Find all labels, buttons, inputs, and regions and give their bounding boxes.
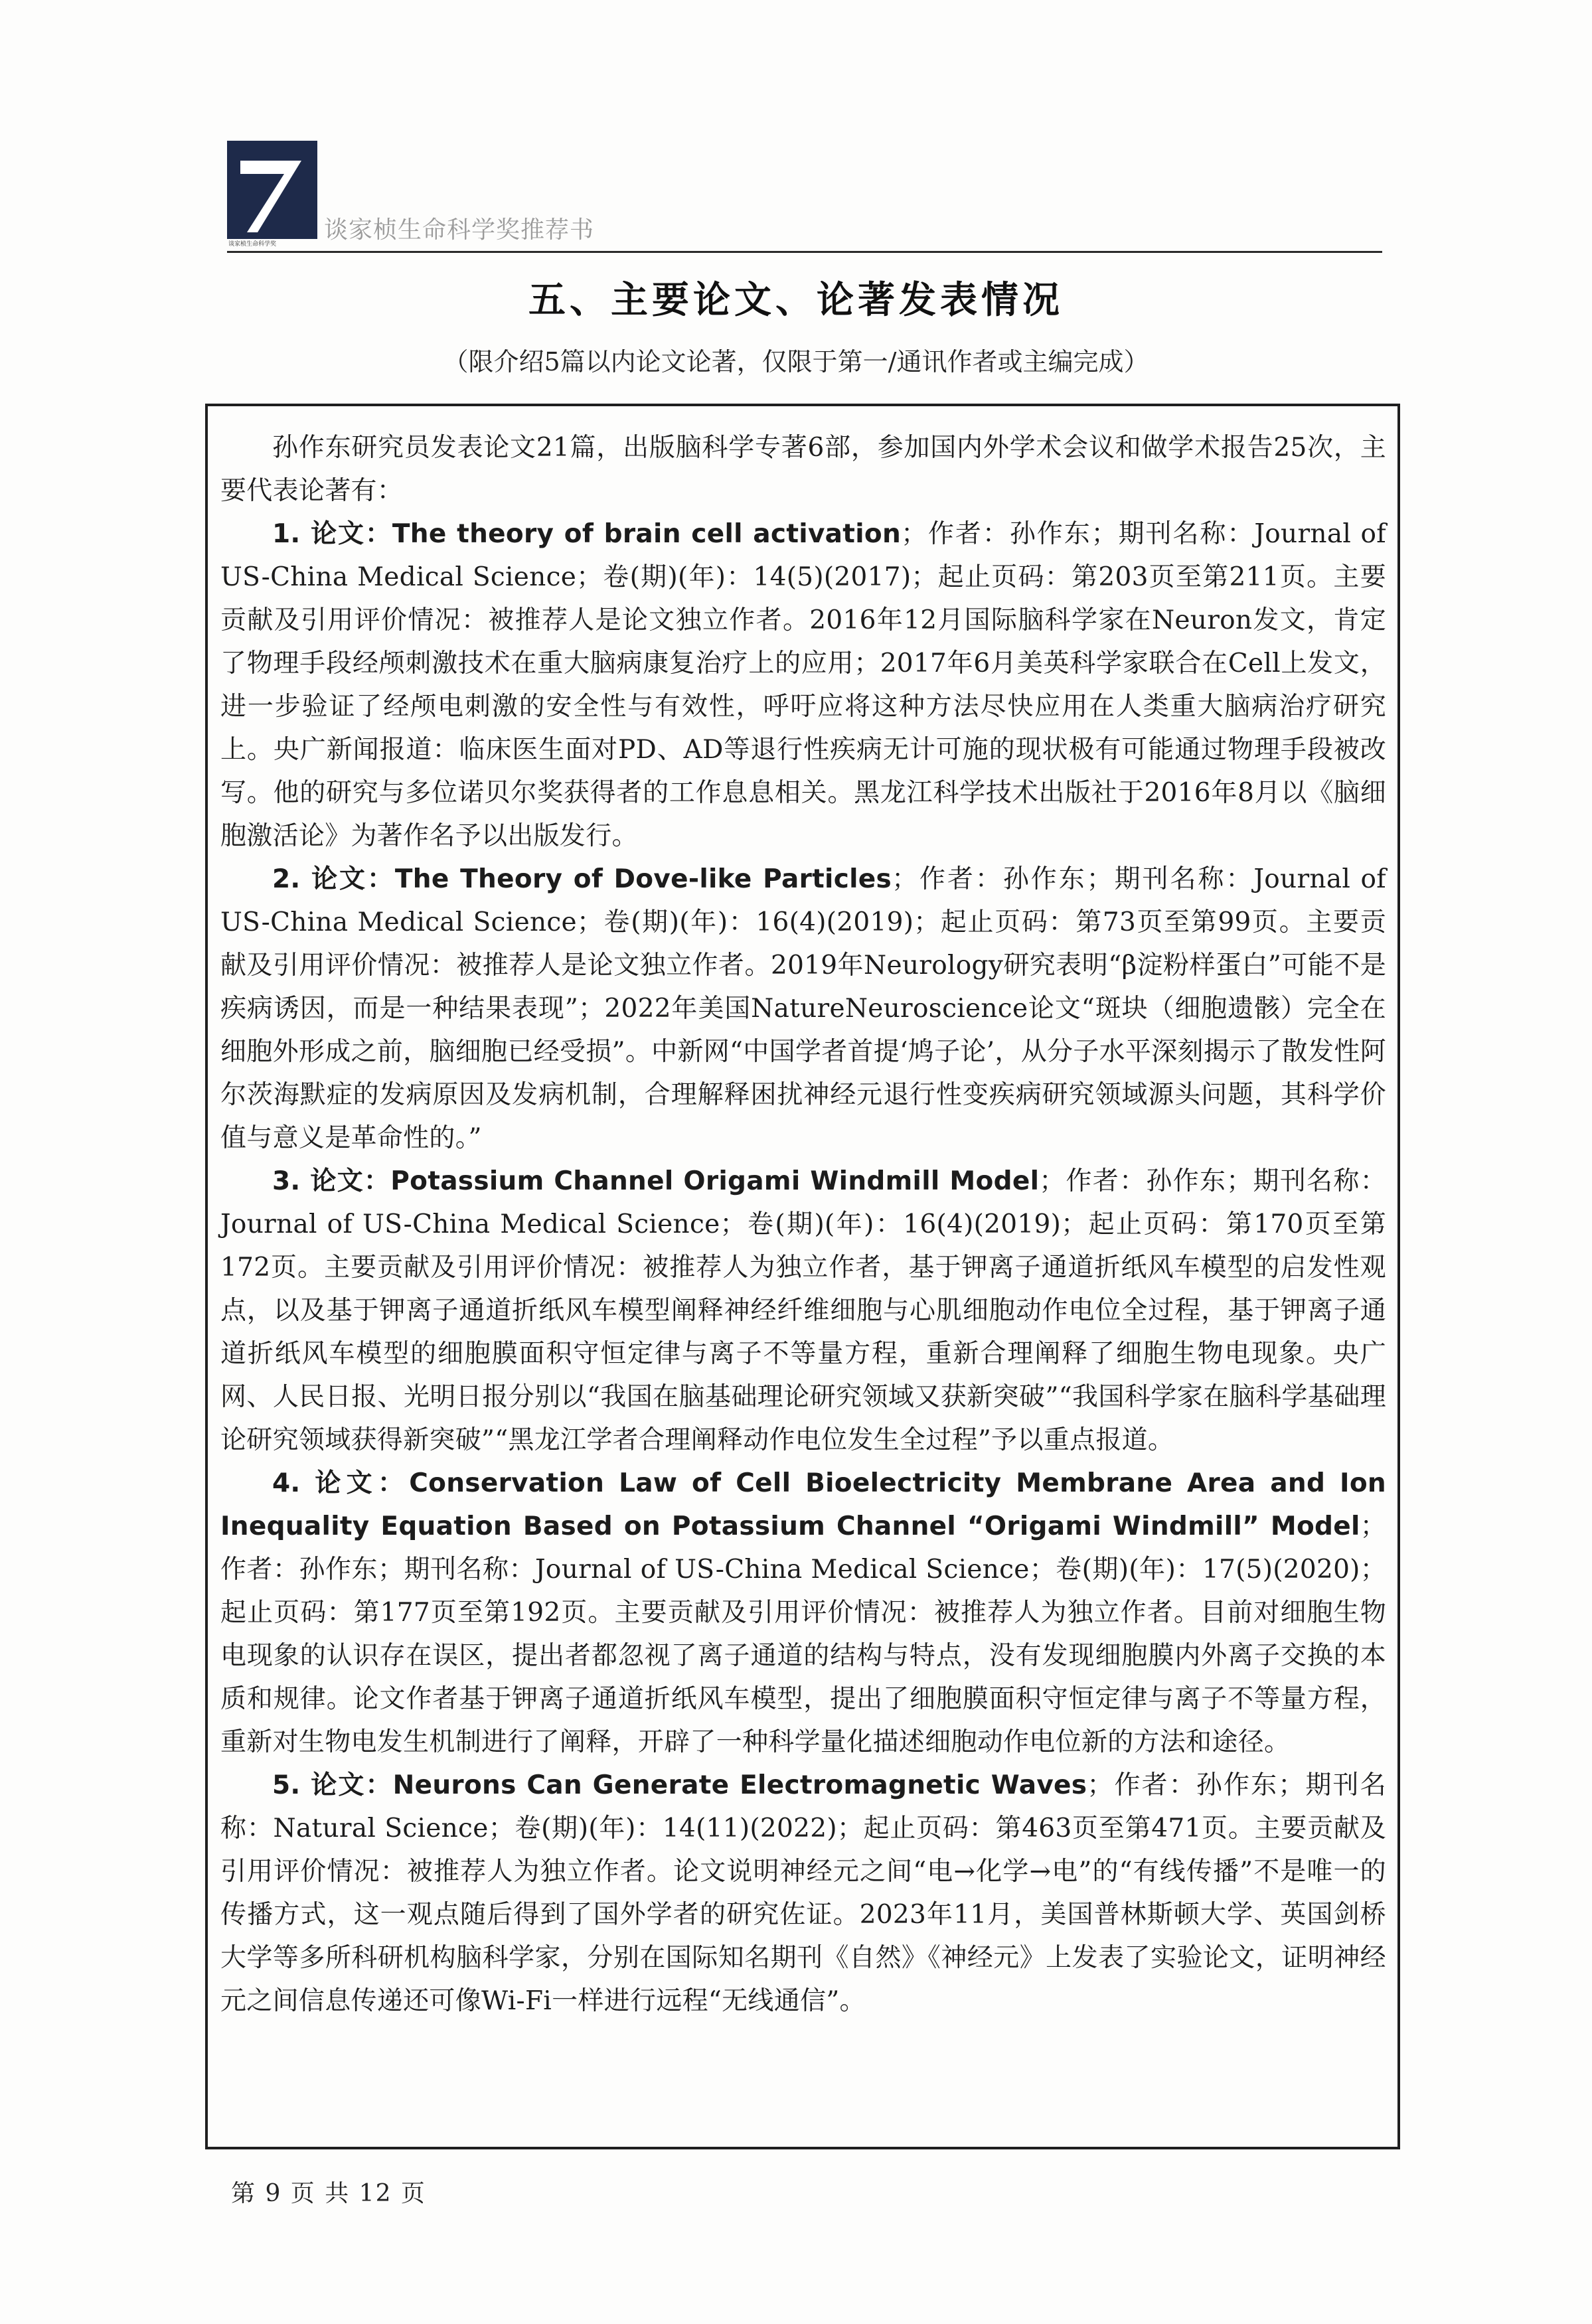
- paper-5-lead: 5. 论文：Neurons Can Generate Electromagnetic Waves: [272, 1770, 1087, 1800]
- paper-4: [220, 1462, 1386, 1764]
- paper-3-lead: 3. 论文：Potassium Channel Origami Windmill Model: [272, 1166, 1040, 1196]
- paper-3-text: ；作者：孙作东；期刊名称：Journal of US-China Medical Science；卷(期)(年)：16(4)(2019)；起止页码：第170页至第172页。主要贡献及引用评价情况：被推荐人为独立作者，基于钾离子通道折纸风车模型的启发性观点，以及基于钾离子通道折纸风车模型阐释神经纤维细胞与心肌细胞动作电位全过程，基于钾离子通道折纸风车模型的细胞膜面积守恒定律与离子不等量方程，重新合理阐释了细胞生物电现象。央广网、人民日报、光明日报分别以“我国在脑基础理论研究领域又获新突破”“我国科学家在脑科学基础理论研究领域获得新突破”“黑龙江学者合理阐释动作电位发生全过程”予以重点报道。: [220, 1166, 1386, 1455]
- paper-1-text: ；作者：孙作东；期刊名称：Journal of US-China Medical Science；卷(期)(年)：14(5)(2017)；起止页码：第203页至第211页。主要贡献及引用评价情况：被推荐人是论文独立作者。2016年12月国际脑科学家在Neuron发文，肯定了物理手段经颅刺激技术在重大脑病康复治疗上的应用；2017年6月美英科学家联合在Cell上发文，进一步验证了经颅电刺激的安全性与有效性，呼吁应将这种方法尽快应用在人类重大脑病治疗研究上。央广新闻报道：临床医生面对PD、AD等退行性疾病无计可施的现状极有可能通过物理手段被改写。他的研究与多位诺贝尔奖获得者的工作息息相关。黑龙江科学技术出版社于2016年8月以《脑细胞激活论》为著作名予以出版发行。: [220, 519, 1386, 851]
- paper-2: [220, 858, 1386, 1160]
- paper-5: [220, 1764, 1386, 2023]
- paper-5-text: ；作者：孙作东；期刊名称：Natural Science；卷(期)(年)：14(11)(2022)；起止页码：第463页至第471页。主要贡献及引用评价情况：被推荐人为独立作者。论文说明神经元之间“电→化学→电”的“有线传播”不是唯一的传播方式，这一观点随后得到了国外学者的研究佐证。2023年11月，美国普林斯顿大学、英国剑桥大学等多所科研机构脑科学家，分别在国际知名期刊《自然》《神经元》上发表了实验论文，证明神经元之间信息传递还可像Wi-Fi一样进行远程“无线通信”。: [220, 1770, 1386, 2016]
- logo: [227, 141, 320, 247]
- header-rule: [227, 251, 1382, 253]
- body-text: [220, 426, 1386, 2023]
- paper-1-lead: 1. 论文：The theory of brain cell activation: [272, 519, 902, 549]
- section-subtitle: （限介绍5篇以内论文论著，仅限于第一/通讯作者或主编完成）: [443, 347, 1149, 376]
- paper-3: [220, 1160, 1386, 1462]
- intro-paragraph: 孙作东研究员发表论文21篇，出版脑科学专著6部，参加国内外学术会议和做学术报告25次，主要代表论著有：: [220, 433, 1386, 506]
- paper-4-text: ；作者：孙作东；期刊名称：Journal of US-China Medical Science；卷(期)(年)：17(5)(2020)；起止页码：第177页至第192页。主要贡献及引用评价情况：被推荐人为独立作者。目前对细胞生物电现象的认识存在误区，提出者都忽视了离子通道的结构与特点，没有发现细胞膜内外离子交换的本质和规律。论文作者基于钾离子通道折纸风车模型，提出了细胞膜面积守恒定律与离子不等量方程，重新对生物电发生机制进行了阐释，开辟了一种科学量化描述细胞动作电位新的方法和途径。: [220, 1511, 1386, 1757]
- paper-4-lead: 4. 论文：Conservation Law of Cell Bioelectricity Membrane Area and Ion Inequality Equation Based on Potassium Channel “Origami Windmill” Model: [220, 1468, 1386, 1541]
- logo-text: 谈家桢生命科学奖: [228, 241, 277, 247]
- section-title: 五、主要论文、论著发表情况: [528, 279, 1064, 322]
- page-number: 第 9 页 共 12 页: [231, 2180, 426, 2207]
- paper-2-lead: 2. 论文：The Theory of Dove-like Particles: [272, 864, 892, 894]
- header-title: 谈家桢生命科学奖推荐书: [324, 216, 595, 244]
- paper-1: [220, 512, 1386, 858]
- paper-2-text: ；作者：孙作东；期刊名称：Journal of US-China Medical Science；卷(期)(年)：16(4)(2019)；起止页码：第73页至第99页。主要贡献及引用评价情况：被推荐人是论文独立作者。2019年Neurology研究表明“β淀粉样蛋白”可能不是疾病诱因，而是一种结果表现”；2022年美国NatureNeuroscience论文“斑块（细胞遗骸）完全在细胞外形成之前，脑细胞已经受损”。中新网“中国学者首提‘鸠子论’，从分子水平深刻揭示了散发性阿尔茨海默症的发病原因及发病机制，合理解释困扰神经元退行性变疾病研究领域源头问题，其科学价值与意义是革命性的。”: [220, 864, 1386, 1153]
